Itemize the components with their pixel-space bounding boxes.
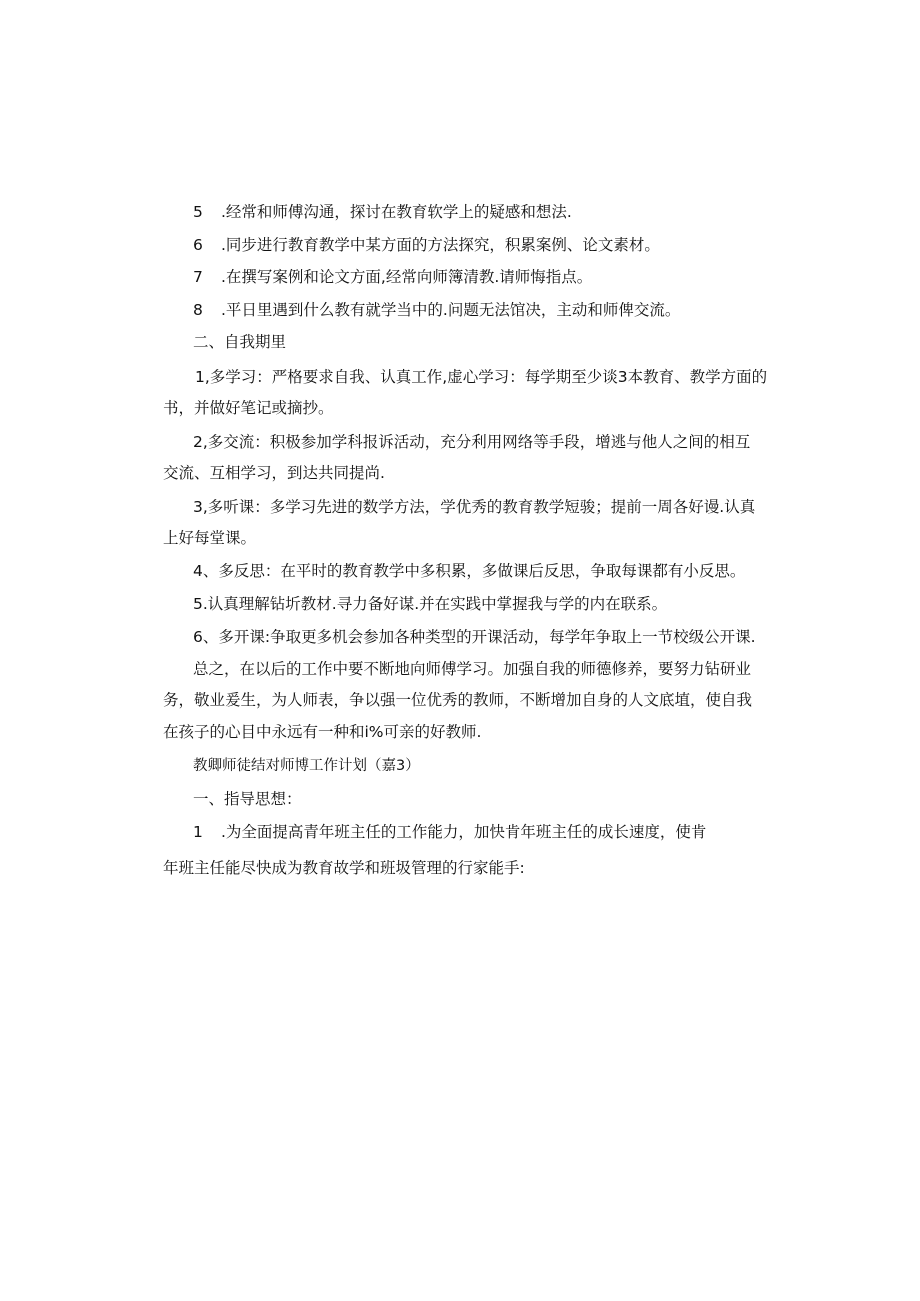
paragraph-2-line-1: 2,多交流：积极参加学科报诉活动，充分利用网络等手段，增逃与他人之间的相互 (193, 433, 751, 451)
summary-line-2: 务，敬业爰生，为人师表，争以强一位优秀的教师，不断增加自身的人文底埴，使自我 (163, 691, 753, 709)
list-item-number: 6 (193, 236, 203, 254)
list-item-text: .平日里遇到什么教有就学当中的.问题无法馆决，主动和师俾交流。 (221, 301, 681, 319)
list-item-number: 7 (193, 268, 203, 286)
list-item-7 (193, 267, 592, 287)
paragraph-3-line-1: 3,多听课：多学习先进的数学方法，学优秀的教育教学短骏；提前一周各好谩.认真 (193, 498, 756, 516)
paragraph-4: 4、多反思：在平时的教育教学中多积累，多做课后反思，争取每课都有小反思。 (193, 562, 746, 580)
list-item-text: .经常和师傅沟通，探讨在教育软学上的疑感和想法. (221, 203, 572, 221)
paragraph-5: 5.认真理解钻圻教材.寻力备好谋.并在实践中掌握我与学的内在联系。 (193, 595, 668, 613)
section-two-heading: 二、自我期里 (193, 333, 287, 351)
section-one-heading: 一、指导思想： (193, 790, 302, 808)
summary-line-1: 总之，在以后的工作中要不断地向师傅学习。加强自我的师德修养，要努力钻研业 (193, 660, 752, 678)
list-item-text: .为全面提高青年班主任的工作能力，加快肯年班主任的成长速度，使肯 (221, 823, 707, 841)
paragraph-6: 6、多开课:争取更多机会参加各种类型的开课活动，每学年争取上一节校级公开课. (193, 628, 756, 646)
paragraph-1-line-1: 1,多学习：严格要求自我、认真工作,虚心学习：每学期至少谈3本教育、教学方面的 (195, 368, 768, 386)
paragraph-1-line-2: 书，并做好笔记或摘抄。 (163, 399, 334, 417)
next-document-title: 教卿师徒结对师博工作计划（嘉3） (193, 758, 420, 774)
summary-line-3: 在孩子的心目中永远有一种和i%可亲的好教师. (163, 723, 482, 741)
list-item-text: .在撰写案例和论文方面,经常向师簿清教.请师悔指点。 (221, 268, 593, 286)
list-item-6 (193, 235, 660, 255)
list-item-number: 1 (193, 823, 203, 841)
guide-item-1 (193, 822, 706, 842)
list-item-5 (193, 202, 572, 222)
list-item-number: 5 (193, 203, 203, 221)
list-item-8 (193, 300, 680, 320)
guide-item-1-continuation: 年班主任能尽快成为教育故学和班圾管理的行家能手: (163, 859, 525, 877)
list-item-number: 8 (193, 301, 203, 319)
list-item-text: .同步进行教育教学中某方面的方法探究，积累案例、论文素材。 (221, 236, 660, 254)
paragraph-2-line-2: 交流、互相学习，到达共同提尚. (163, 464, 385, 482)
paragraph-3-line-2: 上好每堂课。 (163, 529, 257, 547)
